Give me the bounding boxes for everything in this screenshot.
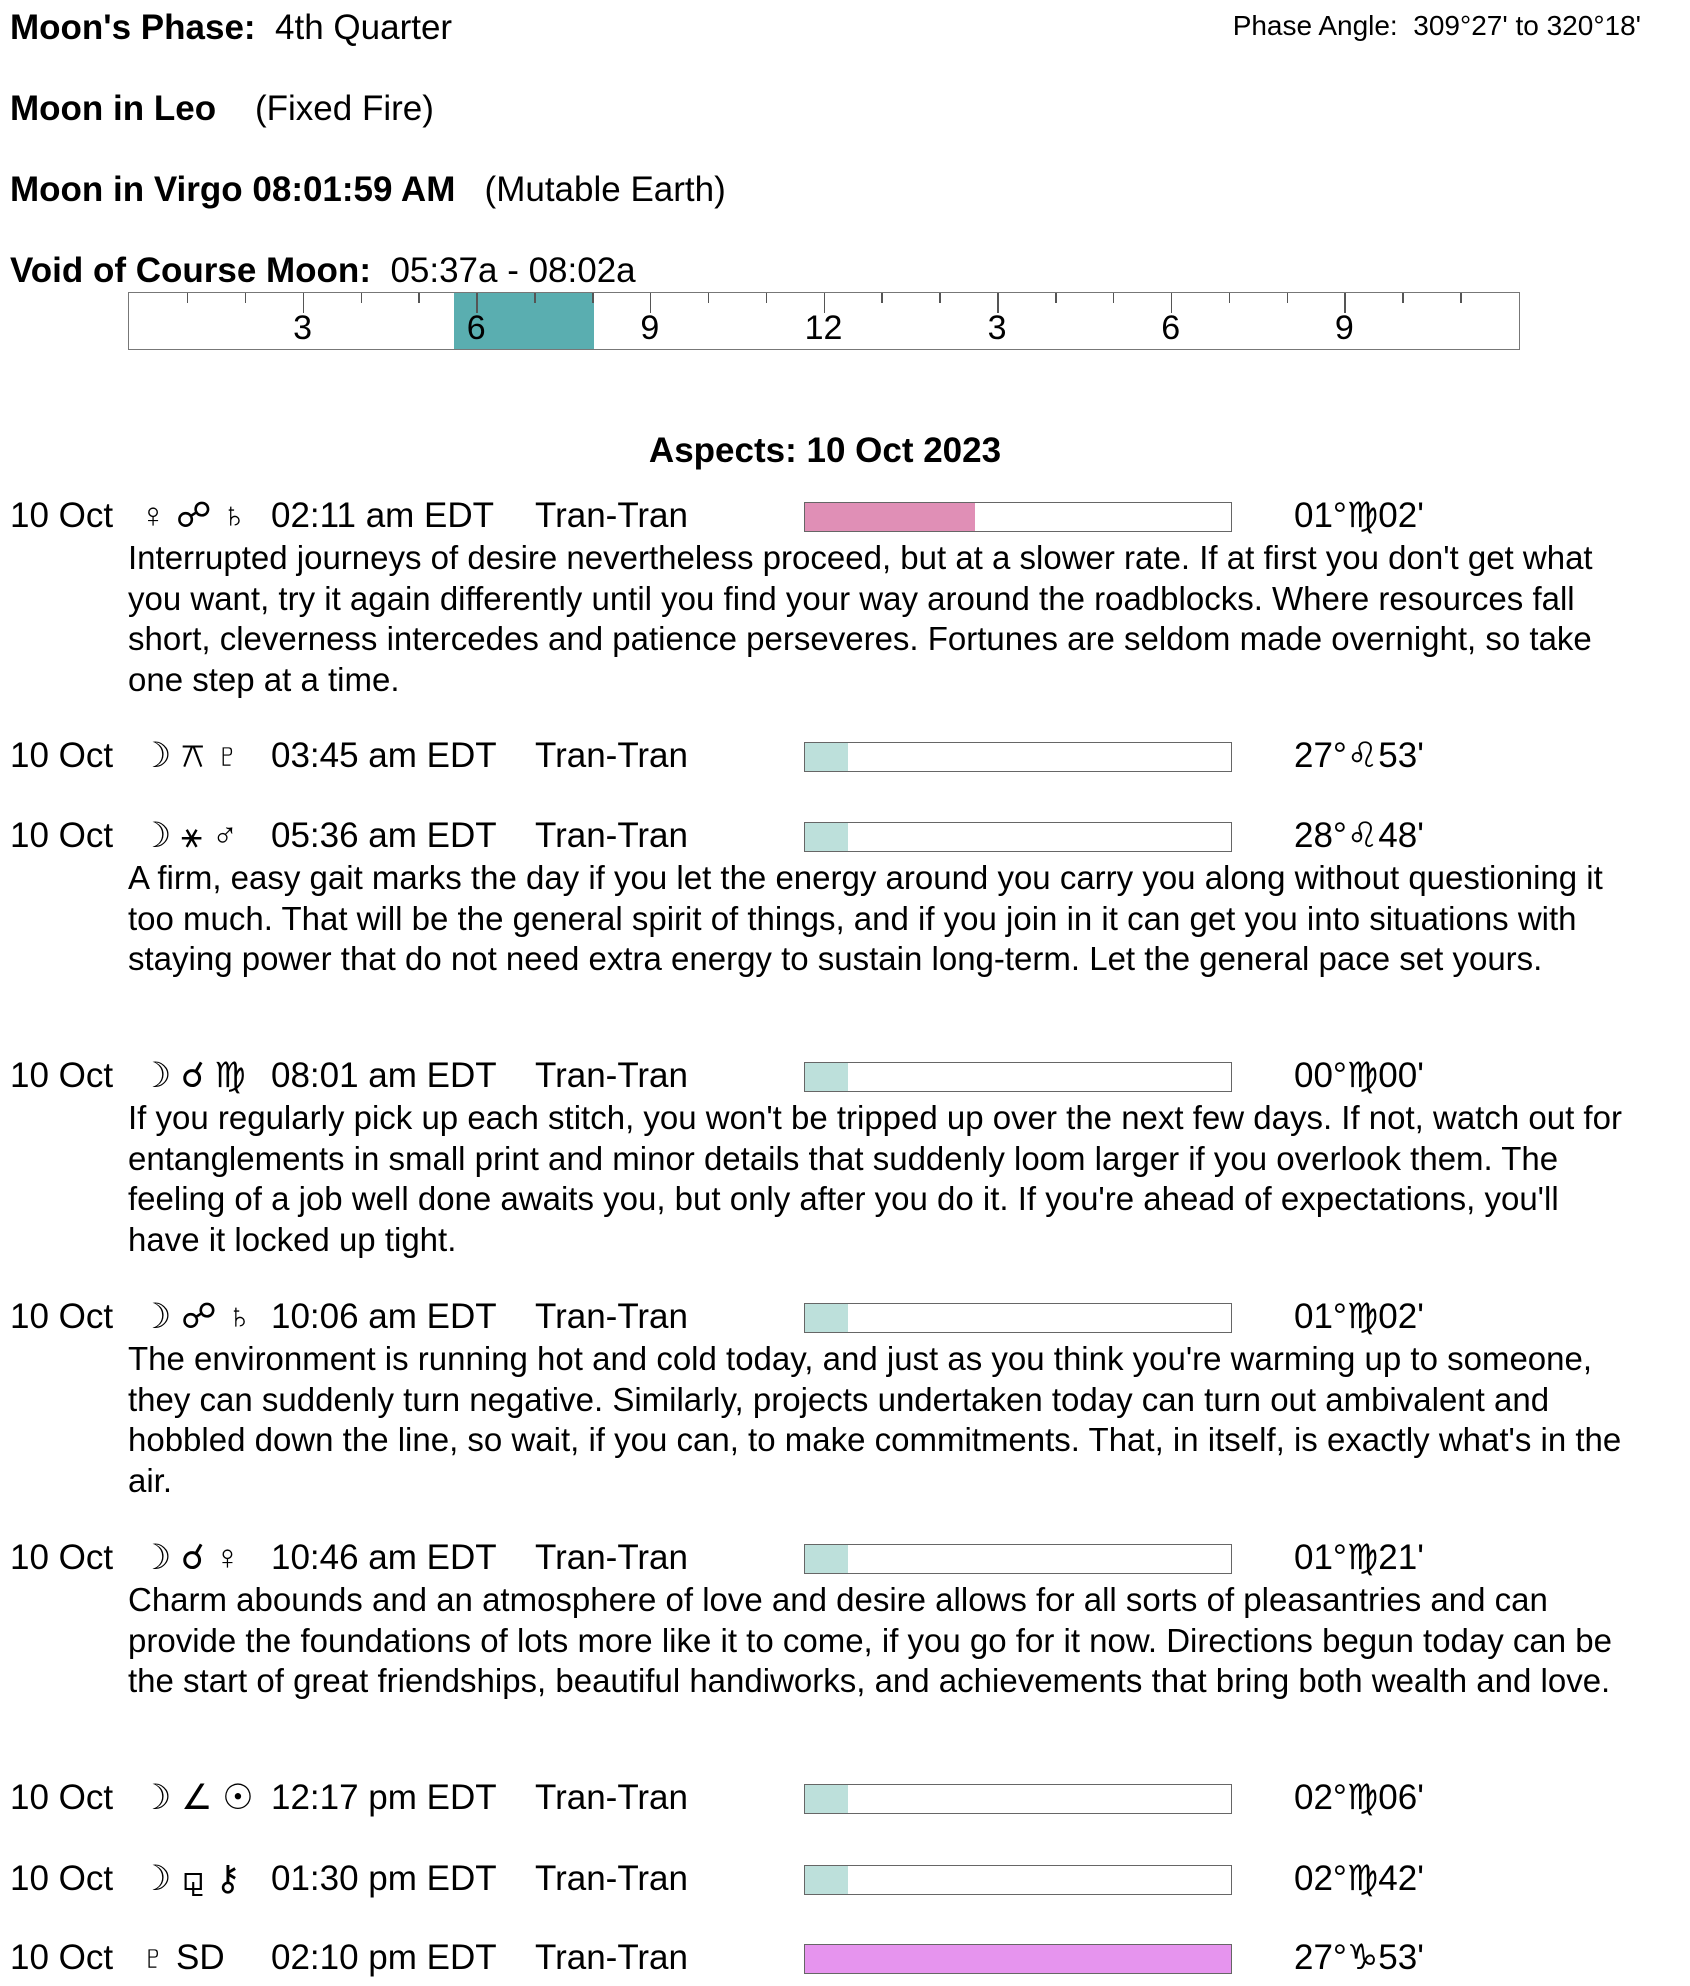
void-of-course-value: 05:37a - 08:02a — [390, 251, 636, 290]
aspect-time: 02:11 am EDT — [271, 496, 495, 535]
aspect-strength-bar — [804, 1303, 1232, 1333]
aspect-row — [0, 1778, 1690, 1820]
aspect-date: 10 Oct — [10, 736, 114, 775]
phase-angle-line — [1233, 10, 1641, 42]
aspect-type: Tran-Tran — [535, 736, 688, 775]
aspect-strength-fill — [805, 503, 975, 531]
aspect-strength-fill — [805, 1785, 848, 1813]
moon-ingress-quality: (Mutable Earth) — [484, 170, 726, 209]
void-of-course-label: Void of Course Moon: — [10, 251, 371, 290]
aspect-degree: 01°♍02' — [1294, 1297, 1424, 1336]
aspect-glyphs: ☽ ☌ ♍ — [140, 1056, 246, 1095]
aspect-date: 10 Oct — [10, 1538, 114, 1577]
timeline-tick — [1055, 293, 1057, 303]
aspect-time: 02:10 pm EDT — [271, 1938, 497, 1977]
timeline-tick — [1402, 293, 1404, 303]
aspect-strength-fill — [805, 1945, 1231, 1973]
moon-ingress-line — [10, 170, 726, 210]
aspect-strength-bar — [804, 1062, 1232, 1092]
aspect-degree: 00°♍00' — [1294, 1056, 1424, 1095]
aspect-degree: 02°♍42' — [1294, 1859, 1424, 1898]
moon-phase-label: Moon's Phase: — [10, 8, 256, 47]
aspect-time: 05:36 am EDT — [271, 816, 497, 855]
phase-angle-value: 309°27' to 320°18' — [1413, 10, 1641, 41]
aspect-entry — [0, 496, 1690, 700]
aspect-time: 03:45 am EDT — [271, 736, 497, 775]
aspect-type: Tran-Tran — [535, 1538, 688, 1577]
aspect-strength-bar — [804, 822, 1232, 852]
phase-angle-label: Phase Angle: — [1232, 10, 1398, 41]
aspect-entry — [0, 816, 1690, 980]
aspect-strength-fill — [805, 1063, 848, 1091]
aspect-description: A firm, easy gait marks the day if you let the energy around you carry you along without questioning it too much. That will be the general spirit of things, and if you join in it can get you into situations with staying power that do not need extra energy to sustain long-term. Let the general pace set yours. — [128, 859, 1603, 977]
moon-ingress-label: Moon in Virgo 08:01:59 AM — [10, 170, 456, 209]
aspect-row — [0, 1859, 1690, 1901]
aspect-type: Tran-Tran — [535, 816, 688, 855]
aspect-time: 12:17 pm EDT — [271, 1778, 497, 1817]
moon-sign-line — [10, 89, 434, 129]
timeline-hour-label: 9 — [640, 309, 660, 347]
timeline-hour-label: 9 — [1334, 309, 1354, 347]
timeline-tick — [939, 293, 941, 303]
timeline-tick — [187, 293, 189, 303]
aspect-strength-bar — [804, 1865, 1232, 1895]
timeline-tick — [361, 293, 363, 303]
aspect-date: 10 Oct — [10, 1859, 114, 1898]
aspect-row — [0, 1056, 1690, 1098]
timeline-hour-label: 3 — [293, 309, 313, 347]
aspect-type: Tran-Tran — [535, 1938, 688, 1977]
aspect-entry — [0, 1297, 1690, 1501]
aspect-row — [0, 1538, 1690, 1580]
aspect-date: 10 Oct — [10, 1778, 114, 1817]
aspect-strength-fill — [805, 823, 848, 851]
moon-sign-quality: (Fixed Fire) — [254, 89, 434, 128]
timeline-tick — [245, 293, 247, 303]
timeline-hour-label: 12 — [804, 309, 843, 347]
aspect-glyphs: ♇ SD — [140, 1938, 225, 1977]
aspect-type: Tran-Tran — [535, 496, 688, 535]
aspect-strength-bar — [804, 1544, 1232, 1574]
aspects-title: Aspects: 10 Oct 2023 — [648, 431, 1002, 470]
timeline-hour-label: 3 — [987, 309, 1007, 347]
aspect-date: 10 Oct — [10, 816, 114, 855]
aspect-time: 01:30 pm EDT — [271, 1859, 497, 1898]
aspect-time: 08:01 am EDT — [271, 1056, 497, 1095]
aspect-type: Tran-Tran — [535, 1778, 688, 1817]
timeline-tick — [881, 293, 883, 303]
aspect-glyphs: ☽ ∠ ☉ — [140, 1778, 254, 1817]
timeline-tick — [1460, 293, 1462, 303]
aspect-glyphs: ☽ ⚻ ♇ — [140, 736, 241, 775]
timeline-tick — [418, 293, 420, 303]
aspect-entry — [0, 1859, 1690, 1901]
timeline-hour-label: 6 — [466, 309, 486, 347]
aspect-date: 10 Oct — [10, 1297, 114, 1336]
aspect-degree: 01°♍02' — [1294, 496, 1424, 535]
aspect-description: The environment is running hot and cold today, and just as you think you're warming up to someone, they can suddenly turn negative. Similarly, projects undertaken today can turn out ambivalent and hobbled down the line, so wait, if you can, to make commitments. That, in itself, is exactly what's in the air. — [128, 1340, 1622, 1499]
timeline-tick — [766, 293, 768, 303]
aspect-glyphs: ☽ ☍ ♄ — [140, 1297, 253, 1336]
aspect-entry — [0, 1538, 1690, 1702]
aspect-glyphs: ♀ ☍ ♄ — [140, 496, 248, 535]
aspect-entry — [0, 1056, 1690, 1260]
aspect-row — [0, 1297, 1690, 1339]
aspect-degree: 28°♌48' — [1294, 816, 1424, 855]
aspect-strength-fill — [805, 743, 848, 771]
aspect-type: Tran-Tran — [535, 1056, 688, 1095]
aspect-degree: 01°♍21' — [1294, 1538, 1424, 1577]
timeline-tick — [1113, 293, 1115, 303]
aspect-description: Interrupted journeys of desire nevertheless proceed, but at a slower rate. If at first you don't get what you want, try it again differently until you find your way around the roadblocks. Where resources fall short, cleverness intercedes and patience perseveres. Fortunes are seldom made overnight, so take one step at a time. — [128, 539, 1593, 698]
void-of-course-timeline — [128, 292, 1520, 350]
moon-sign-label: Moon in Leo — [10, 89, 217, 128]
aspect-row — [0, 496, 1690, 538]
aspect-strength-fill — [805, 1545, 848, 1573]
aspect-degree: 27°♌53' — [1294, 736, 1424, 775]
timeline-tick — [534, 293, 536, 303]
aspect-description: If you regularly pick up each stitch, you won't be tripped up over the next few days. If not, watch out for entanglements in small print and minor details that suddenly loom larger if you overlook them. The feeling of a job well done awaits you, but only after you do it. If you're ahead of expectations, you'll have it locked up tight. — [128, 1099, 1622, 1258]
timeline-tick — [592, 293, 594, 303]
aspect-glyphs: ☽ ☌ ♀ — [140, 1538, 241, 1577]
aspect-strength-bar — [804, 1784, 1232, 1814]
aspect-degree: 27°♑53' — [1294, 1938, 1424, 1977]
aspect-glyphs: ☽ ⚼ ⚷ — [140, 1859, 241, 1898]
aspect-row — [0, 1938, 1690, 1980]
void-of-course-line — [10, 251, 636, 291]
aspect-strength-bar — [804, 742, 1232, 772]
aspect-date: 10 Oct — [10, 1056, 114, 1095]
timeline-tick — [1287, 293, 1289, 303]
aspect-entry — [0, 736, 1690, 778]
aspect-time: 10:46 am EDT — [271, 1538, 497, 1577]
timeline-hour-label: 6 — [1161, 309, 1181, 347]
timeline-tick — [1229, 293, 1231, 303]
aspect-date: 10 Oct — [10, 1938, 114, 1977]
aspect-type: Tran-Tran — [535, 1859, 688, 1898]
aspect-entry — [0, 1938, 1690, 1980]
aspect-type: Tran-Tran — [535, 1297, 688, 1336]
aspect-date: 10 Oct — [10, 496, 114, 535]
aspect-strength-bar — [804, 1944, 1232, 1974]
moon-phase-value: 4th Quarter — [275, 8, 453, 47]
aspect-strength-fill — [805, 1304, 848, 1332]
aspect-strength-bar — [804, 502, 1232, 532]
aspect-strength-fill — [805, 1866, 848, 1894]
moon-phase-line — [10, 8, 452, 48]
aspect-description: Charm abounds and an atmosphere of love and desire allows for all sorts of pleasantries and can provide the foundations of lots more like it to come, if you go for it now. Directions begun today can be the start of great friendships, beautiful handiworks, and achievements that bring both wealth and love. — [128, 1581, 1613, 1699]
aspect-entry — [0, 1778, 1690, 1820]
timeline-tick — [708, 293, 710, 303]
aspect-time: 10:06 am EDT — [271, 1297, 497, 1336]
aspect-glyphs: ☽ ⚹ ♂ — [140, 816, 239, 855]
aspect-degree: 02°♍06' — [1294, 1778, 1424, 1817]
aspect-row — [0, 816, 1690, 858]
aspect-row — [0, 736, 1690, 778]
